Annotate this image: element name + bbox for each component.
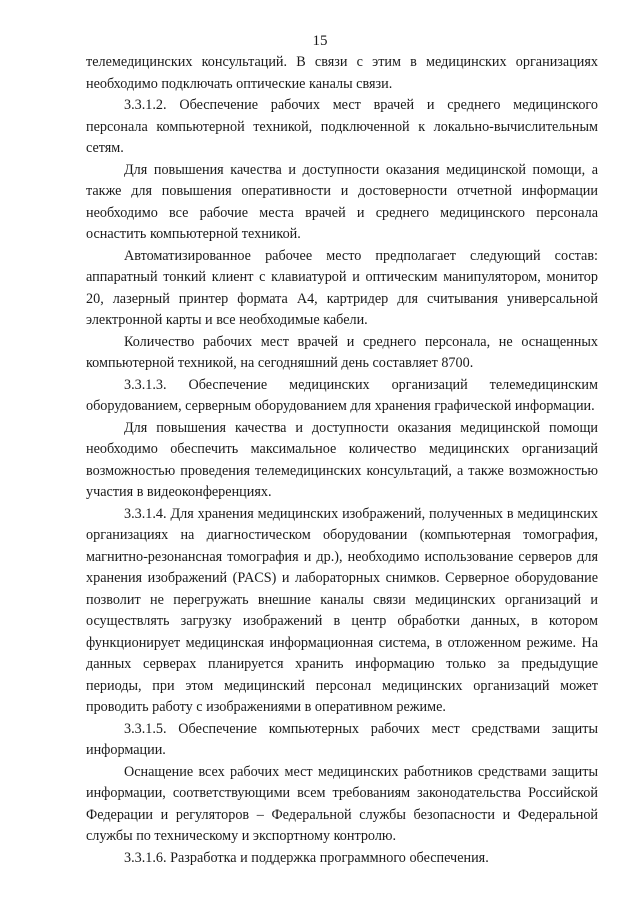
paragraph-continuation: телемедицинских консультаций. В связи с этим в медицинских организациях необходимо подключать оптические каналы связи.	[86, 54, 598, 92]
page-number: 15	[312, 33, 328, 49]
paragraph: Для повышения качества и доступности оказания медицинской помощи, а также для повышения оперативности и достоверности отчетной информации необходимо все рабочие места врачей и среднего медицинского персонала оснастить компьютерной техникой.	[86, 161, 598, 242]
paragraph: Для повышения качества и доступности оказания медицинской помощи необходимо обеспечить максимальное количество медицинских организаций возможностью проведения телемедицинских консультаций, а также возможностью участия в видеоконференциях.	[86, 419, 598, 500]
section-3-3-1-4: 3.3.1.4. Для хранения медицинских изображений, полученных в медицинских организациях на диагностическом оборудовании (компьютерная томография, магнитно-резонансная томография и др.), необходимо использование серверов для хранения изображений (PACS) и лабораторных снимков. Серверное оборудование позволит не перегружать внешние каналы связи медицинских организаций и осуществлять загрузку изображений в центр обработки данных, в котором функционирует медицинская информационная система, в отложенном режиме. На данных серверах планируется хранить информацию только за предыдущие периоды, при этом медицинский персонал медицинских организаций может проводить работу с изображениями в оперативном режиме.	[86, 505, 598, 715]
document-body	[86, 52, 598, 869]
paragraph: Оснащение всех рабочих мест медицинских работников средствами защиты информации, соответствующими всем требованиям законодательства Российской Федерации и регуляторов – Федеральной службы безопасности и Федеральной службы по техническому и экспортному контролю.	[86, 763, 598, 844]
section-heading-3-3-1-6: 3.3.1.6. Разработка и поддержка программного обеспечения.	[124, 849, 489, 866]
paragraph: Автоматизированное рабочее место предполагает следующий состав: аппаратный тонкий клиент с клавиатурой и оптическим манипулятором, монитор 20, лазерный принтер формата А4, картридер для считывания универсальной электронной карты и все необходимые кабели.	[86, 247, 598, 328]
paragraph: Количество рабочих мест врачей и среднего персонала, не оснащенных компьютерной техникой, на сегодняшний день составляет 8700.	[86, 333, 598, 371]
section-heading-3-3-1-5: 3.3.1.5. Обеспечение компьютерных рабочих мест средствами защиты информации.	[86, 720, 598, 758]
section-heading-3-3-1-3: 3.3.1.3. Обеспечение медицинских организаций телемедицинским оборудованием, серверным оборудованием для хранения графической информации.	[86, 376, 598, 414]
section-heading-3-3-1-2: 3.3.1.2. Обеспечение рабочих мест врачей и среднего медицинского персонала компьютерной техникой, подключенной к локально-вычислительным сетям.	[86, 97, 598, 156]
